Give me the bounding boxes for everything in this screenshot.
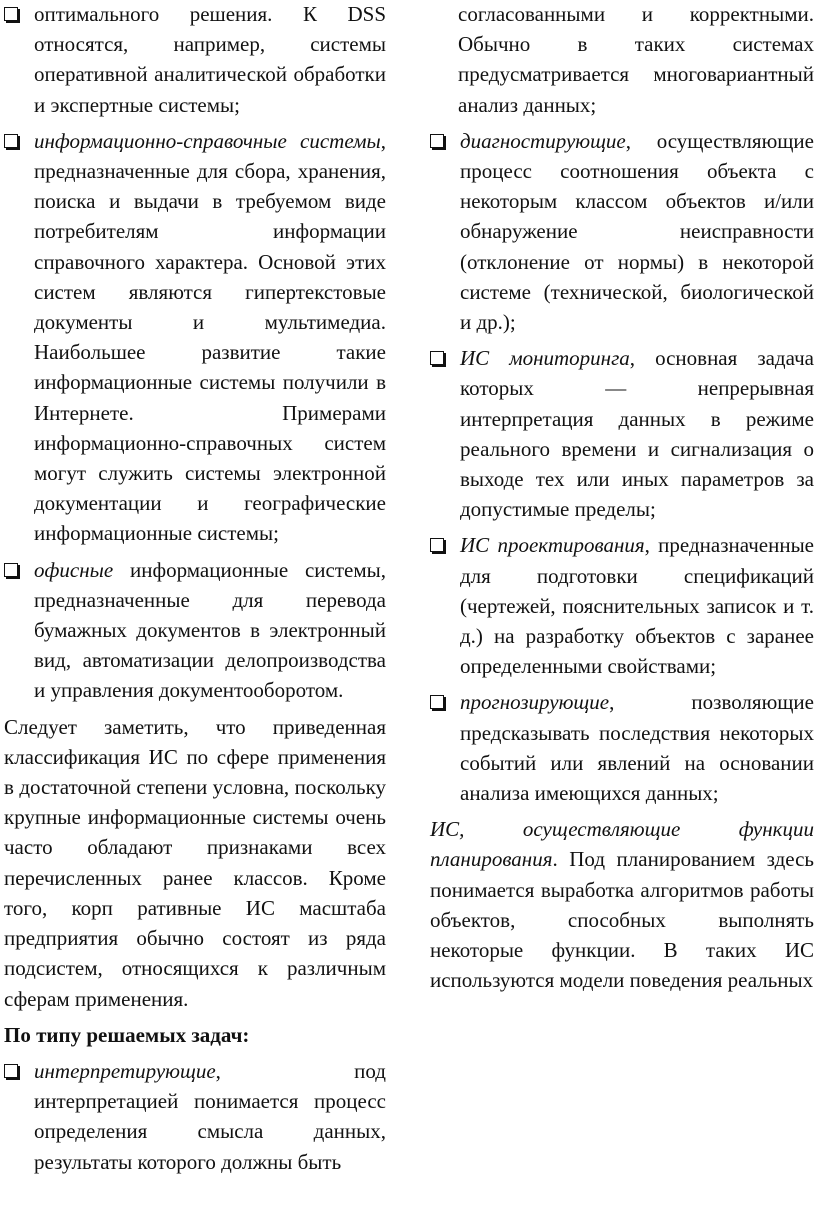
item-text: , под интерпретацией понимается процесс определения смысла данных, результаты которого должны быть [34, 1058, 386, 1174]
item-text: , предназначенные для подготовки спецификаций (чертежей, пояснительных записок и т. д.) на разработку объектов с заранее определенными свойствами; [460, 533, 814, 679]
list-item-monitoring [430, 343, 814, 524]
checkbox-bullet-icon [430, 695, 444, 709]
list-item-interpreting [4, 1056, 386, 1177]
item-term: интерпретирующие [34, 1058, 216, 1083]
item-text: оптимального решения. К DSS относятся, например, системы оперативной аналитической обработки и экспертные системы; [34, 2, 386, 117]
checkbox-bullet-icon [430, 538, 444, 552]
list-item-forecasting [430, 687, 814, 808]
item-text: , основная задача которых — непрерывная интерпретация данных в режиме реального времени и сигнализация о выходе тех или иных параметров за допустимые пределы; [460, 346, 814, 522]
checkbox-bullet-icon [430, 134, 444, 148]
classification-note-paragraph: Следует заметить, что приведенная классификация ИС по сфере применения в достаточной степени условна, поскольку крупные информационные системы очень часто обладают признаками всех перечисленных ранее классов. Кроме того, корп ративные ИС масштаба предприятия обычно состоят из ряда подсистем, относящихся к различным сферам применения. [4, 714, 386, 1011]
item-term: офисные [34, 557, 114, 582]
item-text: , осуществляющие процесс соотношения объекта с некоторым классом объектов и/или обнаружение неисправности (отклонение от нормы) в некоторой системе (технической, биологической и др.); [460, 128, 814, 335]
item-text: согласованными и корректными. Обычно в таких системах предусматривается многовариантный анализ данных; [458, 2, 814, 117]
item-term: ИС проектирования [460, 533, 645, 558]
checkbox-bullet-icon [4, 1064, 18, 1078]
item-text: информационные системы, предназначенные для перевода бумажных документов в электронный вид, автоматизации делопроизводства и управления документооборотом. [34, 557, 386, 703]
item-text: , предназначенные для сбора, хранения, поиска и выдачи в требуемом виде потребителям информации справочного характера. Основой этих систем являются гипертекстовые документы и мультимедиа. Наибольшее развитие такие информационные системы получили в Интернете. Примерами информационно-справочных систем могут служить системы электронной документации и географические информационные системы; [34, 128, 386, 546]
checkbox-bullet-icon [4, 563, 18, 577]
checkbox-bullet-icon [430, 351, 444, 365]
checkbox-bullet-icon [4, 7, 18, 21]
list-item-dss [4, 0, 386, 120]
checkbox-bullet-icon [4, 134, 18, 148]
item-term: ИС мониторинга [460, 346, 630, 371]
item-text: , позволяющие предсказывать последствия некоторых событий или явлений на основании анализа имеющихся данных; [460, 690, 814, 806]
list-item-diagnosing [430, 126, 814, 337]
list-item-office-systems [4, 555, 386, 706]
section-heading: По типу решаемых задач: [4, 1022, 250, 1047]
right-column [430, 0, 814, 1002]
list-item-reference-systems [4, 126, 386, 549]
left-column [4, 0, 386, 1183]
item-term: диагностирующие [460, 128, 626, 153]
planning-paragraph [430, 814, 814, 995]
list-item-design [430, 530, 814, 681]
list-item-continuation [430, 0, 814, 120]
paragraph-term: ИС, осуществляющие функции планирования [430, 817, 814, 872]
item-term: информационно-справочные системы [34, 128, 381, 153]
item-term: прогнозирующие [460, 690, 610, 715]
paragraph-text: . Под планированием здесь понимается выработка алгоритмов работы объектов, способных выполнять некоторые функции. В таких ИС используются модели поведения реальных [430, 847, 814, 993]
